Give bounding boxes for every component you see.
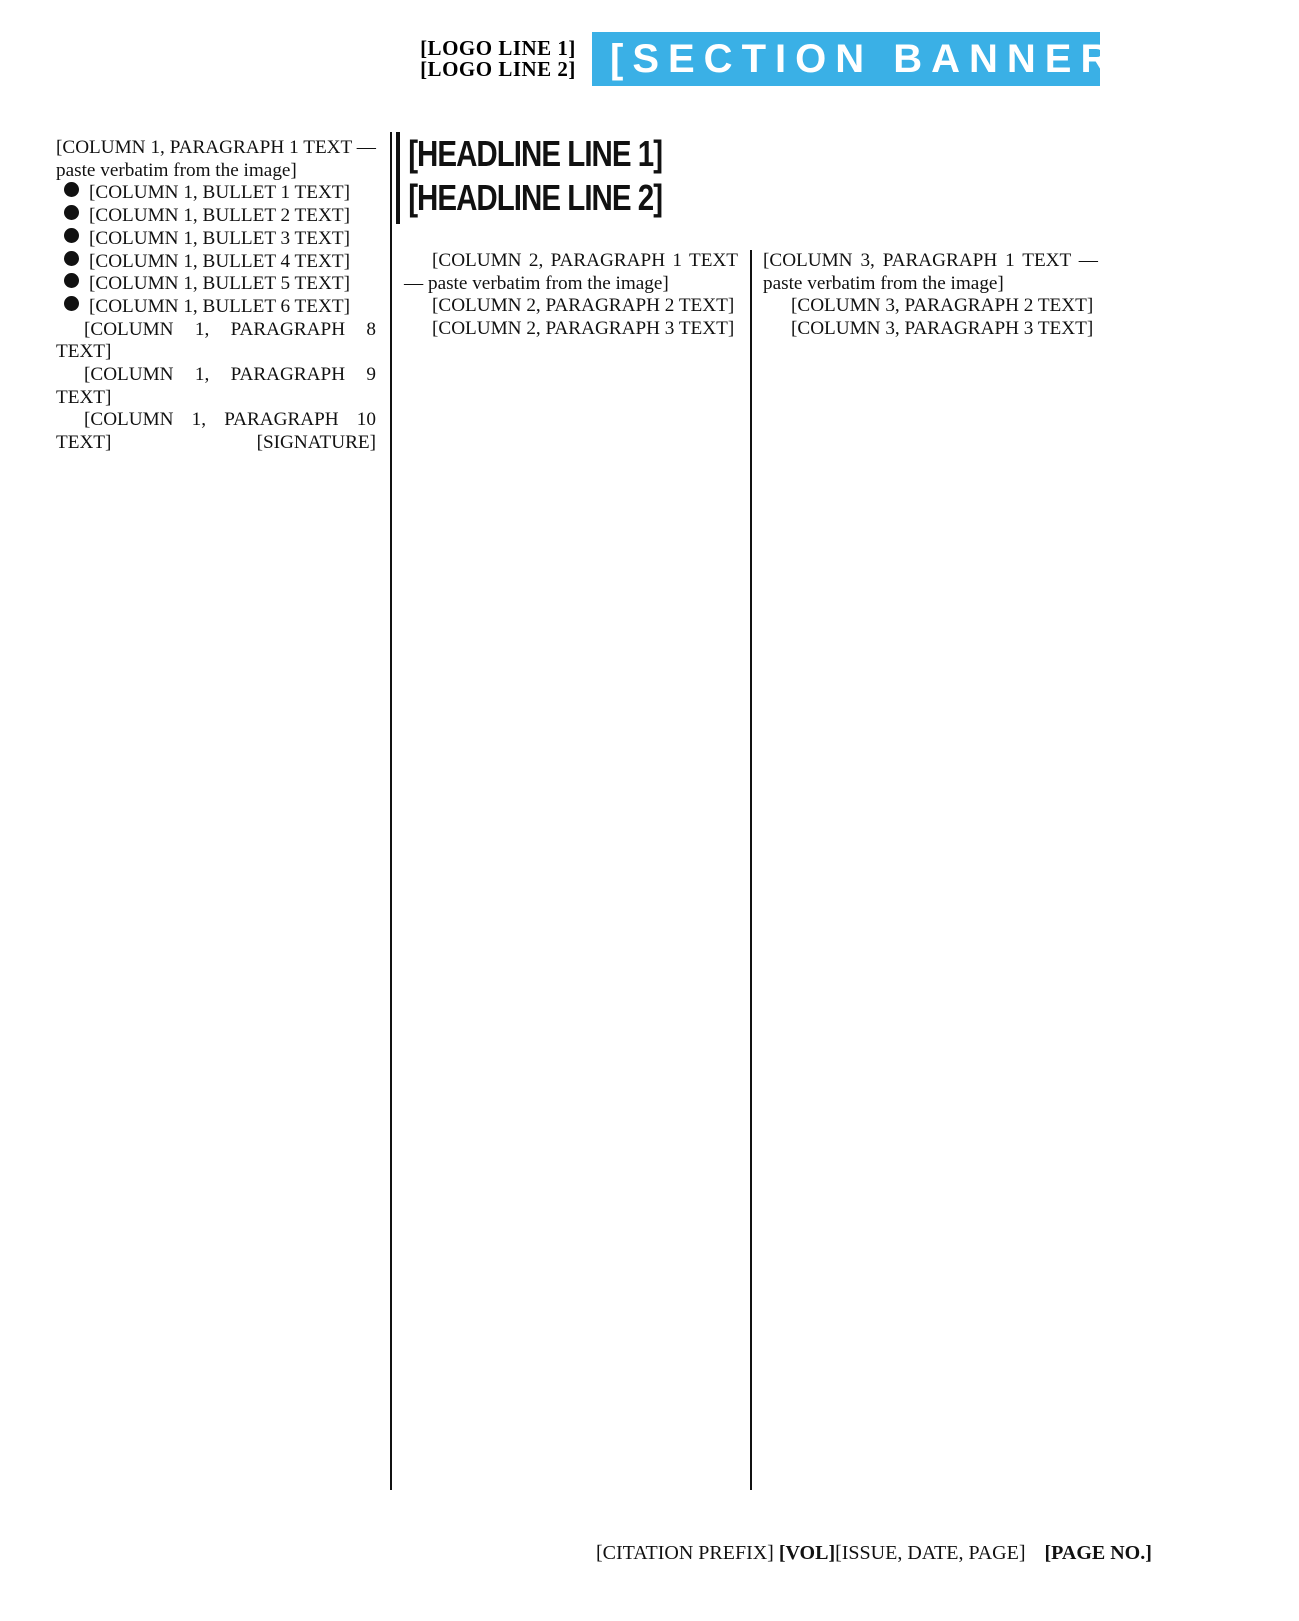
bullet-icon (64, 205, 79, 220)
paragraph: [COLUMN 3, PARAGRAPH 1 TEXT — paste verbatim from the image] (763, 250, 1098, 294)
headline-line-2: [HEADLINE LINE 2] (408, 177, 663, 218)
article-headline (396, 132, 1104, 224)
author-signature: [SIGNATURE] (256, 432, 376, 454)
bullet-item (56, 273, 376, 296)
bullet-text: [COLUMN 1, BULLET 4 TEXT] (89, 250, 350, 272)
paragraph: [COLUMN 2, PARAGRAPH 1 TEXT — paste verbatim from the image] (404, 250, 738, 294)
bullet-text: [COLUMN 1, BULLET 6 TEXT] (89, 295, 350, 317)
journal-logo (419, 38, 577, 80)
citation-suffix: [ISSUE, DATE, PAGE] (835, 1542, 1026, 1564)
bullet-icon (64, 182, 79, 197)
section-banner-label: [SECTION BANNER TEXT] (610, 37, 1299, 81)
journal-logo-line-2: [LOGO LINE 2] (420, 57, 576, 81)
column-divider-right (750, 250, 752, 1490)
paragraph: [COLUMN 1, PARAGRAPH 9 TEXT] (56, 364, 376, 408)
bullet-text: [COLUMN 1, BULLET 5 TEXT] (89, 273, 350, 295)
column-right (763, 250, 1098, 341)
paragraph-text: [COLUMN 1, PARAGRAPH 10 TEXT] (56, 409, 376, 454)
bullet-icon (64, 296, 79, 311)
bullet-text: [COLUMN 1, BULLET 2 TEXT] (89, 205, 350, 227)
paragraph: [COLUMN 3, PARAGRAPH 2 TEXT] (791, 295, 1094, 317)
column-middle (404, 250, 738, 341)
paragraph (56, 409, 376, 454)
bullet-item (56, 251, 376, 274)
headline-line-1: [HEADLINE LINE 1] (408, 133, 663, 174)
bullet-item (56, 296, 376, 319)
section-banner (592, 32, 1299, 86)
masthead (0, 32, 1299, 90)
bullet-icon (64, 273, 79, 288)
bullet-item (56, 228, 376, 251)
paragraph: [COLUMN 2, PARAGRAPH 3 TEXT] (432, 318, 735, 340)
citation-prefix: [CITATION PREFIX] (596, 1542, 774, 1564)
bullet-icon (64, 251, 79, 266)
bullet-text: [COLUMN 1, BULLET 3 TEXT] (89, 227, 350, 249)
citation-volume: [VOL] (778, 1542, 836, 1564)
page-number: [PAGE NO.] (1044, 1542, 1152, 1564)
column-left (56, 137, 376, 455)
bullet-item (56, 182, 376, 205)
paragraph: [COLUMN 1, PARAGRAPH 8 TEXT] (56, 318, 376, 363)
column-divider-left (390, 132, 392, 1490)
paragraph: [COLUMN 3, PARAGRAPH 3 TEXT] (791, 318, 1094, 340)
bullet-item (56, 205, 376, 228)
bullet-icon (64, 228, 79, 243)
paragraph: [COLUMN 1, PARAGRAPH 1 TEXT — paste verbatim from the image] (56, 137, 376, 181)
paragraph: [COLUMN 2, PARAGRAPH 2 TEXT] (432, 295, 735, 317)
bullet-text: [COLUMN 1, BULLET 1 TEXT] (89, 182, 350, 204)
journal-logo-line-1: [LOGO LINE 1] (420, 36, 576, 60)
page-footer (596, 1541, 1152, 1565)
